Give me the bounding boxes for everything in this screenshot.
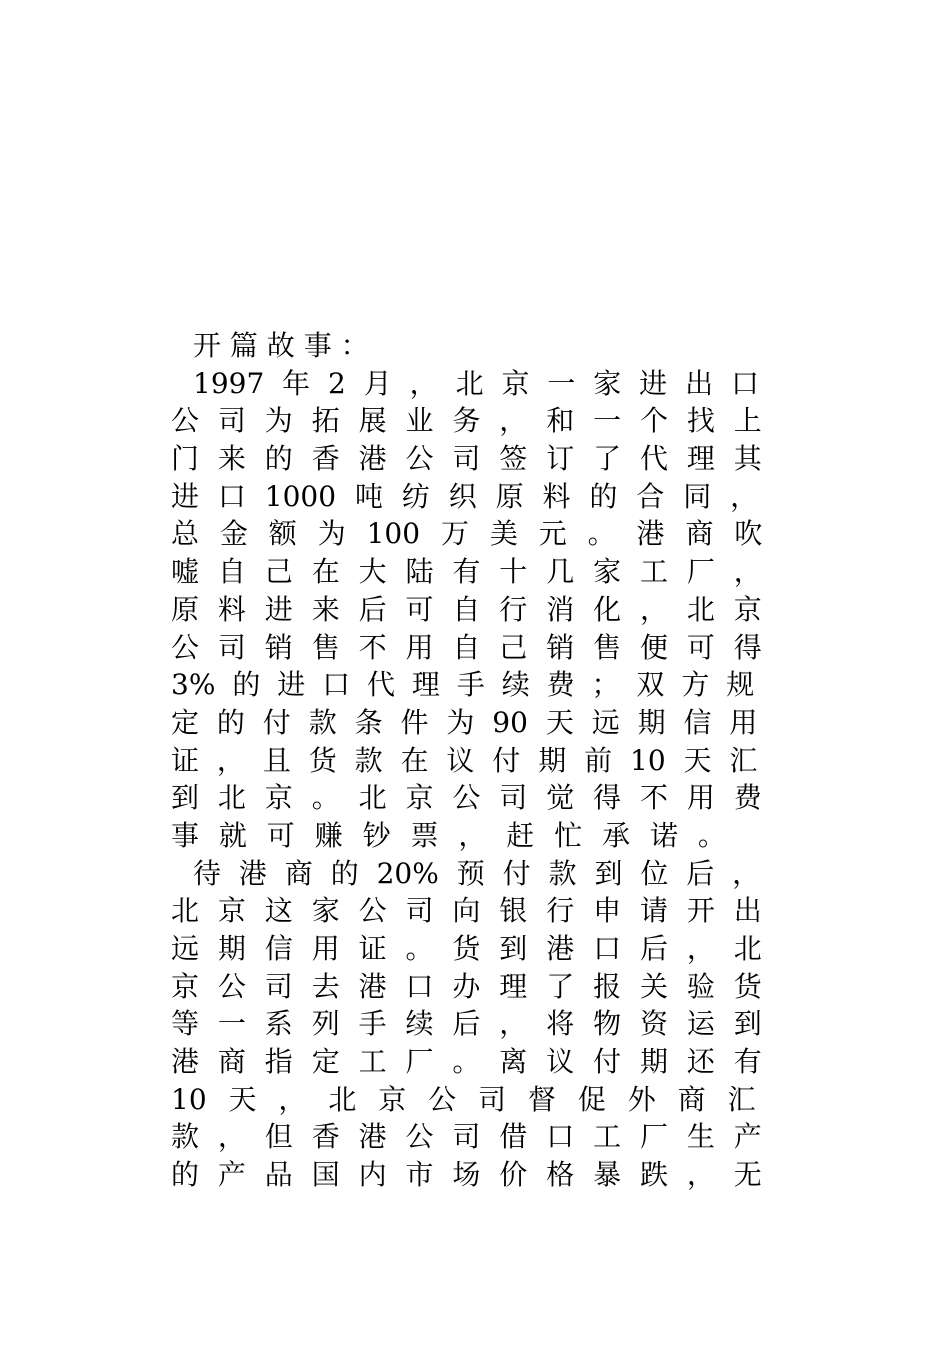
text-line xyxy=(171,892,765,930)
text-line xyxy=(171,742,765,780)
text-line xyxy=(171,1156,765,1194)
text-line xyxy=(171,365,765,403)
text-line-content: 进 口 1000 吨 纺 织 原 料 的 合 同 ， xyxy=(171,479,759,513)
text-line xyxy=(171,402,765,440)
text-line-content: 远 期 信 用 证 。 货 到 港 口 后 ， 北 xyxy=(171,932,762,965)
text-line-content: 嘘 自 己 在 大 陆 有 十 几 家 工 厂 ， xyxy=(171,555,762,589)
text-line xyxy=(171,968,765,1006)
text-line-content: 证 ， 且 货 款 在 议 付 期 前 10 天 汇 xyxy=(171,743,758,777)
text-line xyxy=(171,779,765,817)
text-line xyxy=(171,930,765,968)
text-line xyxy=(171,553,765,591)
text-line xyxy=(171,1043,765,1081)
text-line xyxy=(171,1005,765,1043)
text-line-content: 1997 年 2 月 ， 北 京 一 家 进 出 口 xyxy=(193,366,759,400)
text-line-content: 港 商 指 定 工 厂 。 离 议 付 期 还 有 xyxy=(171,1045,762,1079)
text-line xyxy=(171,591,765,629)
text-line-content: 总 金 额 为 100 万 美 元 。 港 商 吹 xyxy=(171,517,763,551)
text-line xyxy=(171,817,765,855)
text-line xyxy=(171,855,765,893)
text-line xyxy=(171,666,765,704)
text-line-content: 事 就 可 赚 钞 票 ， 赶 忙 承 诺 。 xyxy=(171,818,726,852)
text-line: 开 篇 故 事 ： xyxy=(193,329,369,362)
text-line xyxy=(171,1118,765,1156)
text-line-content: 的 产 品 国 内 市 场 价 格 暴 跌 ， 无 xyxy=(171,1158,762,1192)
text-line-content: 京 公 司 去 港 口 办 理 了 报 关 验 货 xyxy=(171,969,762,1003)
text-line xyxy=(171,515,765,553)
text-line-content: 3% 的 进 口 代 理 手 续 费 ； 双 方 规 xyxy=(171,668,755,702)
text-line-content: 门 来 的 香 港 公 司 签 订 了 代 理 其 xyxy=(171,442,762,476)
text-line xyxy=(171,1081,765,1119)
text-line-content: 原 料 进 来 后 可 自 行 消 化 ， 北 京 xyxy=(171,592,762,626)
text-line-content: 公 司 为 拓 展 业 务 ， 和 一 个 找 上 xyxy=(171,404,762,438)
text-line-content: 待 港 商 的 20% 预 付 款 到 位 后 ， xyxy=(193,856,761,890)
text-line-content: 定 的 付 款 条 件 为 90 天 远 期 信 用 xyxy=(171,705,758,739)
text-line-content: 公 司 销 售 不 用 自 己 销 售 便 可 得 xyxy=(171,630,762,664)
text-line xyxy=(171,704,765,742)
text-line xyxy=(171,478,765,516)
text-line-content: 款 ， 但 香 港 公 司 借 口 工 厂 生 产 xyxy=(171,1120,762,1154)
text-line-content: 北 京 这 家 公 司 向 银 行 申 请 开 出 xyxy=(171,894,762,928)
text-line xyxy=(171,629,765,667)
text-line-content: 10 天 ， 北 京 公 司 督 促 外 商 汇 xyxy=(171,1082,756,1116)
text-line-content: 等 一 系 列 手 续 后 ， 将 物 资 运 到 xyxy=(171,1007,762,1041)
story-text xyxy=(171,327,765,1194)
section-heading xyxy=(171,327,765,365)
text-line xyxy=(171,440,765,478)
text-line-content: 到 北 京 。 北 京 公 司 觉 得 不 用 费 xyxy=(171,781,762,815)
